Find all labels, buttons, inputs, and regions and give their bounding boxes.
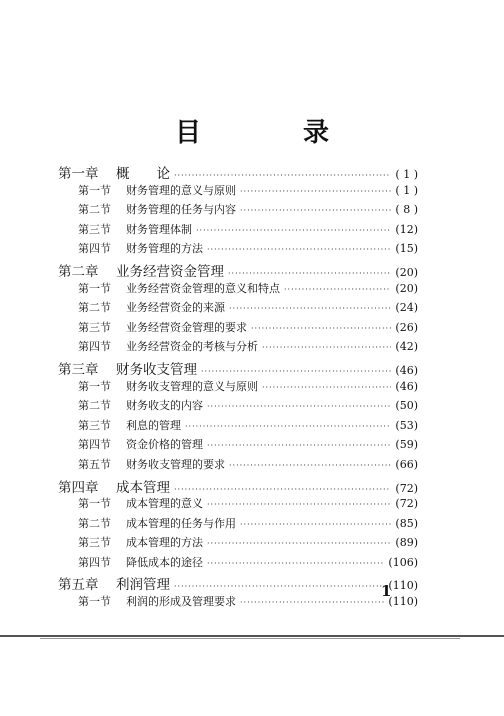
section-title: 业务经营资金管理的意义和特点 [126, 281, 280, 295]
toc-section-entry[interactable] [58, 299, 418, 319]
toc-chapter-entry[interactable] [58, 476, 418, 496]
toc-section-entry[interactable] [58, 593, 418, 613]
chapter-number: 第五章 [58, 577, 99, 594]
section-title: 财务收支管理的要求 [126, 457, 225, 471]
toc-page-ref: (20) [395, 281, 418, 295]
section-number: 第三节 [78, 222, 111, 236]
toc-section-entry[interactable] [58, 280, 418, 300]
section-title: 业务经营资金的来源 [126, 301, 225, 315]
leader-dots [174, 582, 384, 591]
leader-dots [251, 324, 391, 333]
toc-page-ref: ( 8 ) [395, 203, 418, 217]
chapter-number: 第四章 [58, 479, 99, 496]
section-title: 财务管理体制 [126, 222, 192, 236]
toc-section-entry[interactable] [58, 338, 418, 358]
toc-page-ref: (72) [395, 481, 418, 495]
toc-page-ref: (24) [395, 301, 418, 315]
section-title: 财务收支的内容 [126, 399, 203, 413]
leader-dots [284, 285, 391, 294]
section-number: 第二节 [78, 301, 111, 315]
leader-dots [240, 187, 391, 196]
leader-dots [207, 245, 391, 254]
leader-dots [240, 520, 391, 529]
section-title: 利润的形成及管理要求 [126, 595, 236, 609]
toc-page-ref: (20) [395, 265, 418, 279]
leader-dots [174, 171, 391, 180]
leader-dots [201, 367, 391, 376]
toc-section-entry[interactable] [58, 456, 418, 476]
toc-page-ref: (50) [395, 399, 418, 413]
section-title: 降低成本的途径 [126, 555, 203, 569]
leader-dots [185, 422, 391, 431]
section-number: 第三节 [78, 536, 111, 550]
leader-dots [229, 461, 391, 470]
page-number: 1 [381, 582, 392, 600]
section-number: 第二节 [78, 516, 111, 530]
leader-dots [262, 383, 391, 392]
toc-section-entry[interactable] [58, 182, 418, 202]
toc-section-entry[interactable] [58, 515, 418, 535]
leader-dots [207, 500, 391, 509]
section-number: 第一节 [78, 379, 111, 393]
footer-rule [0, 635, 504, 637]
leader-dots [207, 402, 391, 411]
chapter-title: 成本管理 [116, 479, 170, 496]
toc-page-ref: (89) [395, 536, 418, 550]
section-number: 第四节 [78, 242, 111, 256]
section-number: 第二节 [78, 203, 111, 217]
leader-dots [228, 269, 391, 278]
chapter-number: 第三章 [58, 361, 99, 378]
toc-page-ref: (72) [395, 497, 418, 511]
section-title: 成本管理的任务与作用 [126, 516, 236, 530]
chapter-title: 业务经营资金管理 [116, 263, 224, 280]
toc-section-entry[interactable] [58, 319, 418, 339]
section-title: 业务经营资金的考核与分析 [126, 340, 258, 354]
toc-page-ref: (85) [395, 516, 418, 530]
section-title: 财务管理的方法 [126, 242, 203, 256]
section-number: 第四节 [78, 555, 111, 569]
page-title: 目 录 [174, 118, 367, 148]
section-number: 第一节 [78, 183, 111, 197]
section-title: 财务管理的意义与原则 [126, 183, 236, 197]
toc-chapter-entry[interactable] [58, 573, 418, 593]
toc-page-ref: (46) [395, 379, 418, 393]
toc-page-ref: (46) [395, 363, 418, 377]
footer-rule-secondary [40, 638, 460, 639]
leader-dots [262, 343, 391, 352]
toc-page-ref: (15) [395, 242, 418, 256]
section-number: 第三节 [78, 418, 111, 432]
toc-page-ref: (53) [395, 418, 418, 432]
toc-page-ref: (106) [388, 555, 418, 569]
section-number: 第二节 [78, 399, 111, 413]
section-title: 业务经营资金管理的要求 [126, 320, 247, 334]
toc-page-ref: (42) [395, 340, 418, 354]
toc-section-entry[interactable] [58, 495, 418, 515]
toc-section-entry[interactable] [58, 397, 418, 417]
toc-section-entry[interactable] [58, 240, 418, 260]
section-title: 成本管理的意义 [126, 497, 203, 511]
leader-dots [196, 226, 391, 235]
section-title: 成本管理的方法 [126, 536, 203, 550]
leader-dots [229, 304, 391, 313]
section-number: 第四节 [78, 340, 111, 354]
toc-section-entry[interactable] [58, 534, 418, 554]
section-title: 财务收支管理的意义与原则 [126, 379, 258, 393]
table-of-contents [58, 162, 418, 613]
toc-page-ref: (110) [388, 595, 418, 609]
leader-dots [240, 598, 384, 607]
toc-section-entry[interactable] [58, 436, 418, 456]
toc-section-entry[interactable] [58, 417, 418, 437]
section-number: 第一节 [78, 497, 111, 511]
section-number: 第三节 [78, 320, 111, 334]
section-title: 利息的管理 [126, 418, 181, 432]
toc-page-ref: (110) [388, 579, 418, 593]
section-number: 第一节 [78, 595, 111, 609]
leader-dots [207, 441, 391, 450]
section-number: 第一节 [78, 281, 111, 295]
chapter-number: 第二章 [58, 263, 99, 280]
chapter-number: 第一章 [58, 166, 99, 182]
toc-chapter-entry[interactable] [58, 358, 418, 378]
toc-page-ref: (59) [395, 438, 418, 452]
toc-section-entry[interactable] [58, 378, 418, 398]
section-number: 第五节 [78, 457, 111, 471]
chapter-title: 利润管理 [116, 577, 170, 594]
toc-page-ref: (26) [395, 320, 418, 334]
leader-dots [207, 559, 384, 568]
leader-dots [207, 539, 391, 548]
chapter-title: 概 论 [116, 166, 170, 182]
leader-dots [174, 485, 391, 494]
toc-chapter-entry[interactable] [58, 162, 418, 182]
section-number: 第四节 [78, 438, 111, 452]
toc-page-ref: ( 1 ) [395, 168, 418, 181]
toc-chapter-entry[interactable] [58, 260, 418, 280]
chapter-title: 财务收支管理 [116, 361, 197, 378]
section-title: 财务管理的任务与内容 [126, 203, 236, 217]
toc-page-ref: ( 1 ) [395, 183, 418, 197]
toc-section-entry[interactable] [58, 554, 418, 574]
toc-section-entry[interactable] [58, 201, 418, 221]
leader-dots [240, 206, 391, 215]
section-title: 资金价格的管理 [126, 438, 203, 452]
toc-section-entry[interactable] [58, 221, 418, 241]
toc-page-ref: (12) [395, 222, 418, 236]
toc-page-ref: (66) [395, 457, 418, 471]
